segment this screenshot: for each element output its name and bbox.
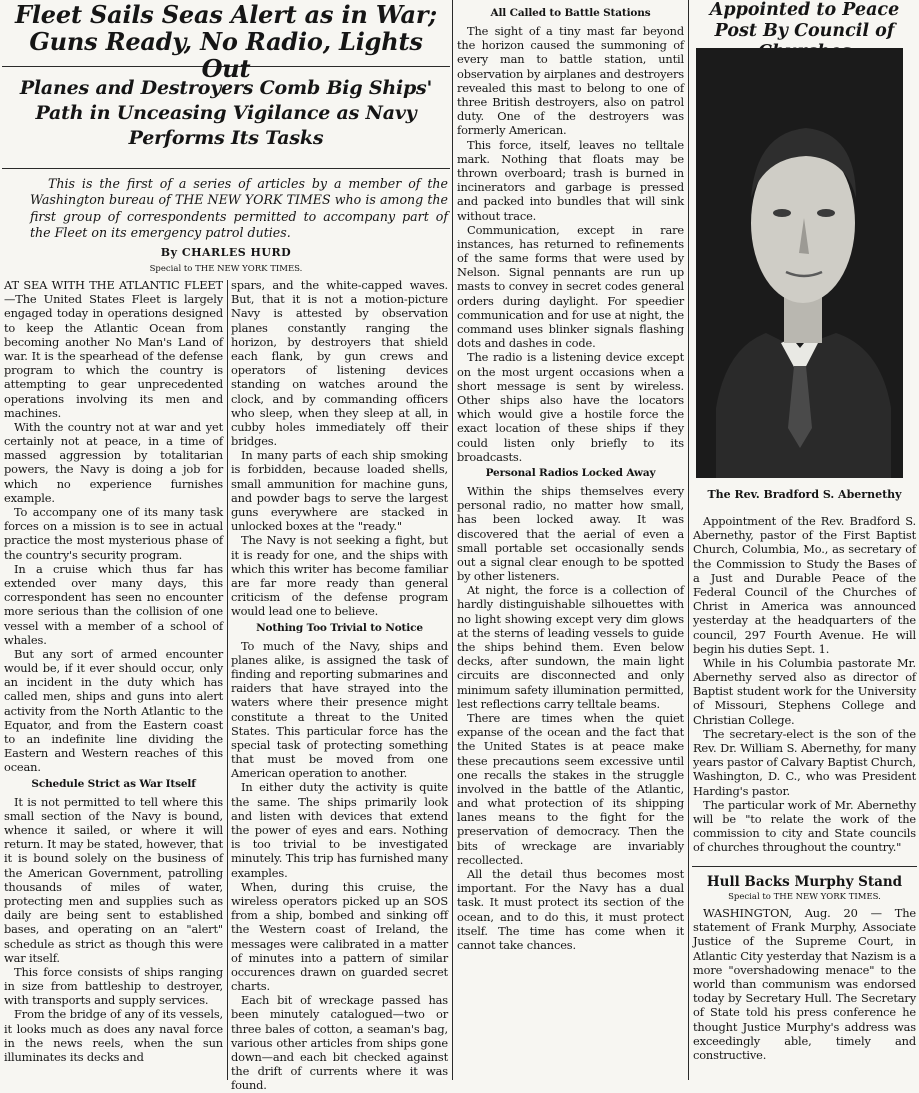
article-paragraph: Each bit of wreckage passed has been minutely catalogued—two or three bales of cotton, a seaman's bag, various other articles from ships gone down—and each bit checked against the drift of currents where it was found. — [231, 993, 448, 1093]
article-paragraph: WASHINGTON, Aug. 20 — The statement of Frank Murphy, Associate Justice of the Supreme Court, in Atlantic City yesterday that Nazism is a more "overshadowing menace" to the world than communism was endorsed today by Secretary Hull. The Secretary of State told his press conference he thought Justice Murphy's address was exceedingly able, timely and constructive. — [693, 906, 916, 1062]
article-paragraph: Appointment of the Rev. Bradford S. Abernethy, pastor of the First Baptist Church, Columbia, Mo., as secretary of the Commission to Study the Bases of a Just and Durable Peace of the Federal Council of the Churches of Christ in America was announced yesterday at the headquarters of the council, 297 Fourth Avenue. He will begin his duties Sept. 1. — [693, 514, 916, 656]
column-rule — [452, 0, 453, 1080]
article-paragraph: In many parts of each ship smoking is forbidden, because loaded shells, small ammunition for machine guns, and powder bags to serve the largest guns everywhere are stacked in unlocked boxes at the "ready." — [231, 448, 448, 534]
article-paragraph: When, during this cruise, the wireless operators picked up an SOS from a ship, bombed and sinking off the Western coast of Ireland, the messages were calibrated in a matter of minutes into a pattern of similar occurences drawn on guarded secret charts. — [231, 879, 448, 994]
article-paragraph: The secretary-elect is the son of the Rev. Dr. William S. Abernethy, for many years pastor of Calvary Baptist Church, Washington, D. C., who was President Harding's pastor. — [693, 726, 916, 798]
article-paragraph: To accompany one of its many task forces on a mission is to see in actual practice the most mysterious phase of the country's security program. — [4, 505, 223, 562]
subheading: All Called to Battle Stations — [490, 7, 651, 19]
hull-headline: Hull Backs Murphy Stand — [706, 874, 903, 890]
article-column-2 — [231, 278, 448, 1093]
article-paragraph: The particular work of Mr. Abernethy will be "to relate the work of the commission to city and State councils of churches throughout the country." — [693, 797, 916, 855]
editor-note: This is the first of a series of articles by a member of the Washington bureau of THE NEW YORK TIMES who is among the first group of correspondents permitted to accompany part of the Fleet on its emergency patrol duties. — [30, 176, 448, 241]
article-paragraph: To much of the Navy, ships and planes alike, is assigned the task of finding and reporting submarines and raiders that have strayed into the waters where their presence might constitute a threat to the United States. This particular force has the special task of protecting something that must be moved from one American operation to another. — [231, 638, 448, 781]
article-paragraph: The Navy is not seeking a fight, but it is ready for one, and the ships with which this writer has become familiar are far more ready than general criticism of the defense program would lead one to believe. — [231, 533, 448, 619]
hull-column — [693, 906, 916, 1080]
article-paragraph: At night, the force is a collection of hardly distinguishable silhouettes with no light showing except very dim glows at the sterns of leading vessels to guide the ships behind them. Even below decks, after sundown, the main light circuits are disconnected and only minimum safety illumination permitted, lest reflections carry telltale beams. — [457, 583, 684, 711]
article-paragraph: AT SEA WITH THE ATLANTIC FLEET—The United States Fleet is largely engaged today in operations designed to keep the Atlantic Ocean from becoming another No Man's Land of war. It is the spearhead of the defense program to which the country is attempting to gear unprecedented operations involving its men and machines. — [4, 278, 223, 420]
subheading: Personal Radios Locked Away — [485, 466, 656, 479]
sidebar-rule — [692, 866, 917, 867]
article-paragraph: The radio is a listening device except on the most urgent occasions when a short message is sent by wireless. Other ships also have the locators which would give a hostile force the exact location of these ships if they could listen only briefly to its broadcasts. — [457, 350, 684, 464]
article-paragraph: There are times when the quiet expanse of the ocean and the fact that the United States is at peace make these precautions seem excessive until one recalls the stakes in the struggle involved in the battle of the Atlantic, and what protection of its shipping lanes means to the fight for the preservation of democracy. Then the bits of wreckage are invariably recollected. — [457, 710, 684, 867]
byline: By CHARLES HURD — [160, 246, 292, 259]
sidebar-headline: Appointed to Peace Post By Council of — [709, 0, 900, 41]
article-paragraph: But any sort of armed encounter would be, if it ever should occur, only an incident in the duty which has called men, ships and guns into alert activity from the North Atlantic to the Equator, and from the Eastern coast to an indefinite line dividing the Eastern and Western reaches of this ocean. — [4, 646, 223, 775]
article-paragraph: This force consists of ships ranging in size from battleship to destroyer, with transports and supply services. — [4, 964, 223, 1008]
article-column-3 — [457, 4, 684, 1080]
subheading: Nothing Too Trivial to Notice — [256, 621, 423, 634]
portrait-photo — [696, 48, 903, 478]
column-rule — [688, 0, 689, 1080]
subheading: Schedule Strict as War Itself — [31, 777, 196, 790]
special-credit: Special to THE NEW YORK TIMES. — [149, 264, 303, 274]
photo-caption: The Rev. Bradford S. Abernethy — [707, 488, 902, 501]
article-paragraph: With the country not at war and yet certainly not at peace, in a time of massed aggression by totalitarian powers, the Navy is doing a job for which no experience furnishes example. — [4, 419, 223, 505]
headline-deck: Planes and Destroyers Comb Big Ships' Path in Unceasing Vigilance as Navy Performs Its Tasks — [19, 77, 433, 150]
column-rule — [227, 280, 228, 1080]
article-paragraph: Communication, except in rare instances, has returned to refinements of the same forms that were used by Nelson. Signal pennants are run up masts to convey in secret codes general orders during daylight. For speedier communication and for use at night, the command uses blinker signals flashing dots and dashes in code. — [457, 222, 684, 351]
article-paragraph: From the bridge of any of its vessels, it looks much as does any naval force in the news reels, when the sun illuminates its decks and — [4, 1007, 223, 1064]
article-paragraph: In either duty the activity is quite the same. The ships primarily look and listen with devices that extend the power of eyes and ears. Nothing is too trivial to be investigated minutely. This trip has furnished many examples. — [231, 780, 448, 880]
article-paragraph: In a cruise which thus far has extended over many days, this correspondent has seen no encounter more serious than the collision of one vessel with a member of a school of whales. — [4, 561, 223, 647]
article-column-1 — [4, 278, 223, 1080]
article-paragraph: While in his Columbia pastorate Mr. Abernethy served also as director of Baptist student work for the University of Missouri, Stephens College and Christian College. — [693, 655, 916, 727]
article-paragraph: The sight of a tiny mast far beyond the horizon caused the summoning of every man to battle station, until observation by airplanes and destroyers revealed this mast to belong to one of three British destroyers, also on patrol duty. One of the destroyers was formerly American. — [457, 24, 684, 138]
deck-rule — [2, 168, 450, 169]
special-credit: Special to THE NEW YORK TIMES. — [728, 892, 881, 902]
sidebar-column — [693, 514, 916, 864]
portrait-illustration — [696, 48, 903, 478]
article-paragraph: All the detail thus becomes most important. For the Navy has a dual task. It must protect its section of the ocean, and to do this, it must protect itself. The time has come when it cannot take chances. — [457, 867, 684, 952]
article-paragraph: Within the ships themselves every personal radio, no matter how small, has been locked away. It was discovered that the aerial of even a small portable set occasionally sends out a signal clear enough to be spotted by other listeners. — [457, 483, 684, 584]
article-paragraph: It is not permitted to tell where this small section of the Navy is bound, whence it sailed, or where it will return. It may be stated, however, that it is bound solely on the business of the American Government, patrolling thousands of miles of water, protecting men and supplies such as daily are being sent to established bases, and operating on an "alert" schedule as strict as though this were war itself. — [4, 794, 223, 965]
main-headline: Fleet Sails Seas Alert as in War; Guns Ready, No Radio, Lights Out — [15, 0, 437, 83]
article-paragraph: spars, and the white-capped waves. But, that it is not a motion-picture Navy is attested by observation planes constantly ranging the horizon, by destroyers that shield each flank, by gun crews and operators of listening devices standing on watches around the clock, and by commanding officers who sleep, when they sleep at all, in cubby holes immediately off their bridges. — [231, 278, 448, 449]
article-paragraph: This force, itself, leaves no telltale mark. Nothing that floats may be thrown overboard; trash is burned in incinerators and garbage is pressed and packed into bundles that will sink without trace. — [457, 137, 684, 223]
